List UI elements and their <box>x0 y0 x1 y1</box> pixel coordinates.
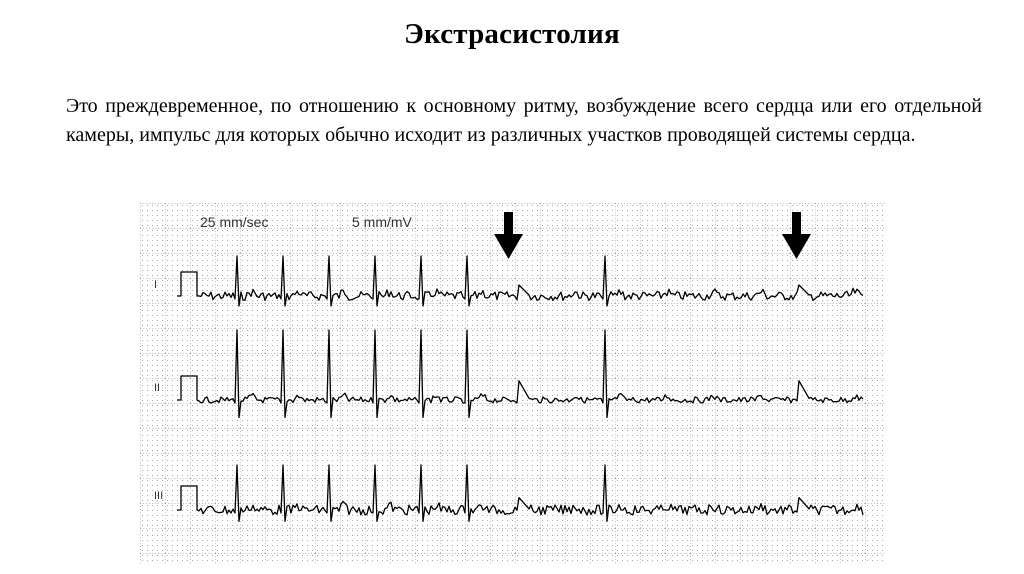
lead-label-i: I <box>154 279 158 291</box>
lead-label-ii: II <box>154 382 161 394</box>
paper-speed-label: 25 mm/sec <box>200 214 269 230</box>
slide-body-text: Это преждевременное, по отношению к основному ритму, возбуждение всего сердца или его отдельной камеры, импульс для которых обычно исходит из различных участков проводящей системы сердца. <box>66 95 982 146</box>
slide-title: Экстрасистолия <box>404 18 620 50</box>
gain-label: 5 mm/mV <box>352 214 412 230</box>
ecg-strip <box>140 203 884 565</box>
lead-label-iii: III <box>154 490 164 502</box>
